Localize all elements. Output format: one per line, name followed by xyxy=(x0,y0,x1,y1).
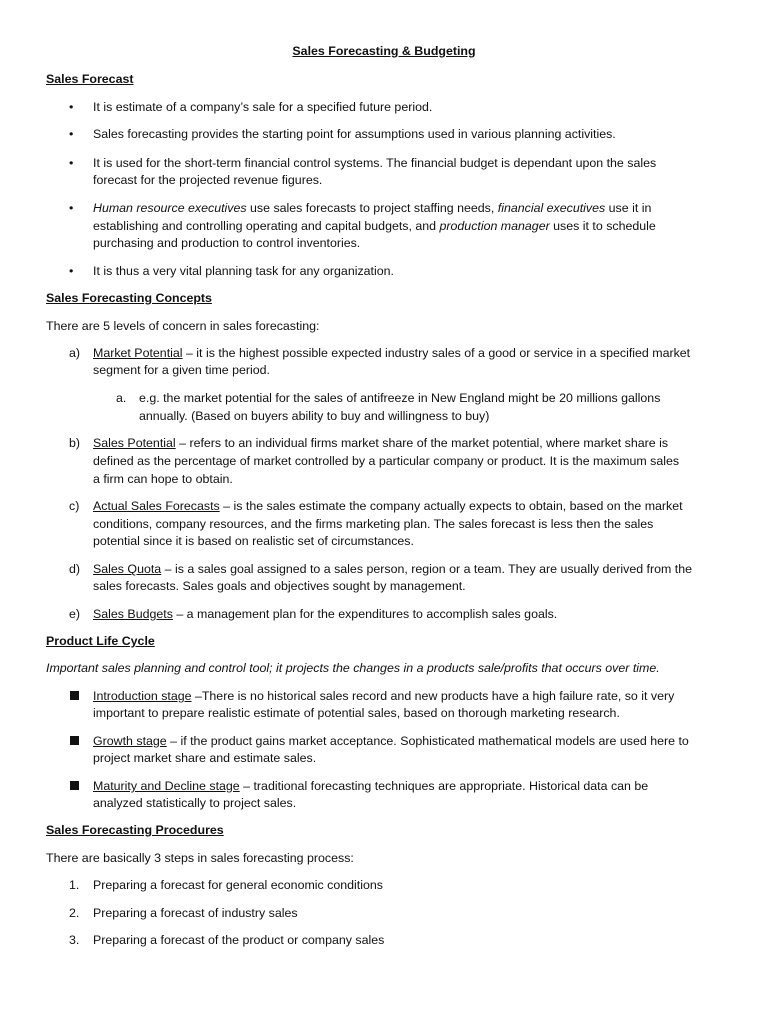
bullet-glyph: • xyxy=(69,127,74,141)
list-item xyxy=(93,200,733,218)
section-heading-sales-forecast: Sales Forecast xyxy=(46,72,134,86)
term-text: Maturity and Decline stage xyxy=(93,779,240,793)
section-heading-procedures: Sales Forecasting Procedures xyxy=(46,823,224,837)
bullet-glyph: • xyxy=(69,100,74,114)
list-item: Preparing a forecast of the product or company sales xyxy=(93,933,385,947)
list-item: It is thus a very vital planning task for any organization. xyxy=(93,264,394,278)
list-item: Preparing a forecast for general economic conditions xyxy=(93,878,383,892)
body-text: – traditional forecasting techniques are appropriate. Historical data can be xyxy=(239,779,649,793)
term-text: Actual Sales Forecasts xyxy=(93,499,220,513)
list-marker: a) xyxy=(69,346,81,360)
list-item xyxy=(93,435,733,453)
list-item-continuation: purchasing and production to control inventories. xyxy=(93,236,361,250)
term-text: Sales Quota xyxy=(93,562,162,576)
list-item-continuation: a firm can hope to obtain. xyxy=(93,472,233,486)
list-item: It is estimate of a company’s sale for a specified future period. xyxy=(93,100,433,114)
list-item-continuation xyxy=(93,218,733,236)
list-marker: c) xyxy=(69,499,80,513)
bullet-glyph: • xyxy=(69,156,74,170)
sublist-marker: a. xyxy=(116,391,127,405)
body-text: establishing and controlling operating and capital budgets, and xyxy=(93,219,440,233)
list-item: Preparing a forecast of industry sales xyxy=(93,906,298,920)
document-title: Sales Forecasting & Budgeting xyxy=(292,44,476,58)
body-text: – a management plan for the expenditures to accomplish sales goals. xyxy=(172,607,558,621)
body-text: –There is no historical sales record and new products have a high failure rate, so it very xyxy=(191,689,675,703)
list-item xyxy=(93,688,733,706)
list-item-continuation: segment for a given time period. xyxy=(93,363,271,377)
list-item xyxy=(93,345,733,363)
list-item-continuation: potential since it is based on realistic set of circumstances. xyxy=(93,534,414,548)
list-marker: 2. xyxy=(69,906,80,920)
list-item-continuation: forecast for the projected revenue figures. xyxy=(93,173,323,187)
paragraph: Important sales planning and control tool; it projects the changes in a products sale/profits that occurs over time. xyxy=(46,661,660,675)
square-bullet-icon xyxy=(70,691,79,700)
paragraph: There are 5 levels of concern in sales forecasting: xyxy=(46,319,320,333)
list-item-continuation: defined as the percentage of market controlled by a particular company or product. It is the maximum sales xyxy=(93,454,680,468)
list-item xyxy=(93,733,733,751)
body-text: use sales forecasts to project staffing needs, xyxy=(246,201,498,215)
list-item xyxy=(93,606,733,624)
term-text: Growth stage xyxy=(93,734,167,748)
list-marker: e) xyxy=(69,607,81,621)
term-text: Sales Potential xyxy=(93,436,176,450)
body-text: – if the product gains market acceptance. Sophisticated mathematical models are used here to xyxy=(166,734,689,748)
list-item-continuation: analyzed statistically to project sales. xyxy=(93,796,297,810)
sublist-item: e.g. the market potential for the sales of antifreeze in New England might be 20 millions gallons xyxy=(139,391,661,405)
body-text: uses it to schedule xyxy=(549,219,656,233)
square-bullet-icon xyxy=(70,781,79,790)
list-item xyxy=(93,778,733,796)
term-text: Market Potential xyxy=(93,346,183,360)
paragraph: There are basically 3 steps in sales forecasting process: xyxy=(46,851,354,865)
term-text: Sales Budgets xyxy=(93,607,173,621)
body-text: – it is the highest possible expected industry sales of a good or service in a specified market xyxy=(182,346,691,360)
list-item-continuation: conditions, company resources, and the firms marketing plan. The sales forecast is less then the sales xyxy=(93,517,654,531)
list-item-continuation: project market share and estimate sales. xyxy=(93,751,317,765)
section-heading-product-life-cycle: Product Life Cycle xyxy=(46,634,155,648)
emphasis-text: Human resource executives xyxy=(93,201,247,215)
bullet-glyph: • xyxy=(69,201,74,215)
list-item-continuation: sales forecasts. Sales goals and objectives sought by management. xyxy=(93,579,466,593)
body-text: – refers to an individual firms market share of the market potential, where market share is xyxy=(175,436,669,450)
list-item xyxy=(93,498,733,516)
list-item xyxy=(93,561,733,579)
list-marker: b) xyxy=(69,436,81,450)
emphasis-text: financial executives xyxy=(497,201,606,215)
body-text: – is the sales estimate the company actually expects to obtain, based on the market xyxy=(219,499,683,513)
list-item: Sales forecasting provides the starting point for assumptions used in various planning activities. xyxy=(93,127,616,141)
section-heading-concepts: Sales Forecasting Concepts xyxy=(46,291,212,305)
body-text: – is a sales goal assigned to a sales person, region or a team. They are usually derived from the xyxy=(161,562,692,576)
term-text: Introduction stage xyxy=(93,689,192,703)
square-bullet-icon xyxy=(70,736,79,745)
list-marker: d) xyxy=(69,562,81,576)
list-item-continuation: important to prepare realistic estimate of potential sales, based on thorough marketing research. xyxy=(93,706,620,720)
list-item: It is used for the short-term financial control systems. The financial budget is dependant upon the sales xyxy=(93,156,657,170)
list-marker: 1. xyxy=(69,878,80,892)
bullet-glyph: • xyxy=(69,264,74,278)
body-text: use it in xyxy=(605,201,652,215)
emphasis-text: production manager xyxy=(439,219,550,233)
sublist-item-continuation: annually. (Based on buyers ability to buy and willingness to buy) xyxy=(139,409,490,423)
list-marker: 3. xyxy=(69,933,80,947)
